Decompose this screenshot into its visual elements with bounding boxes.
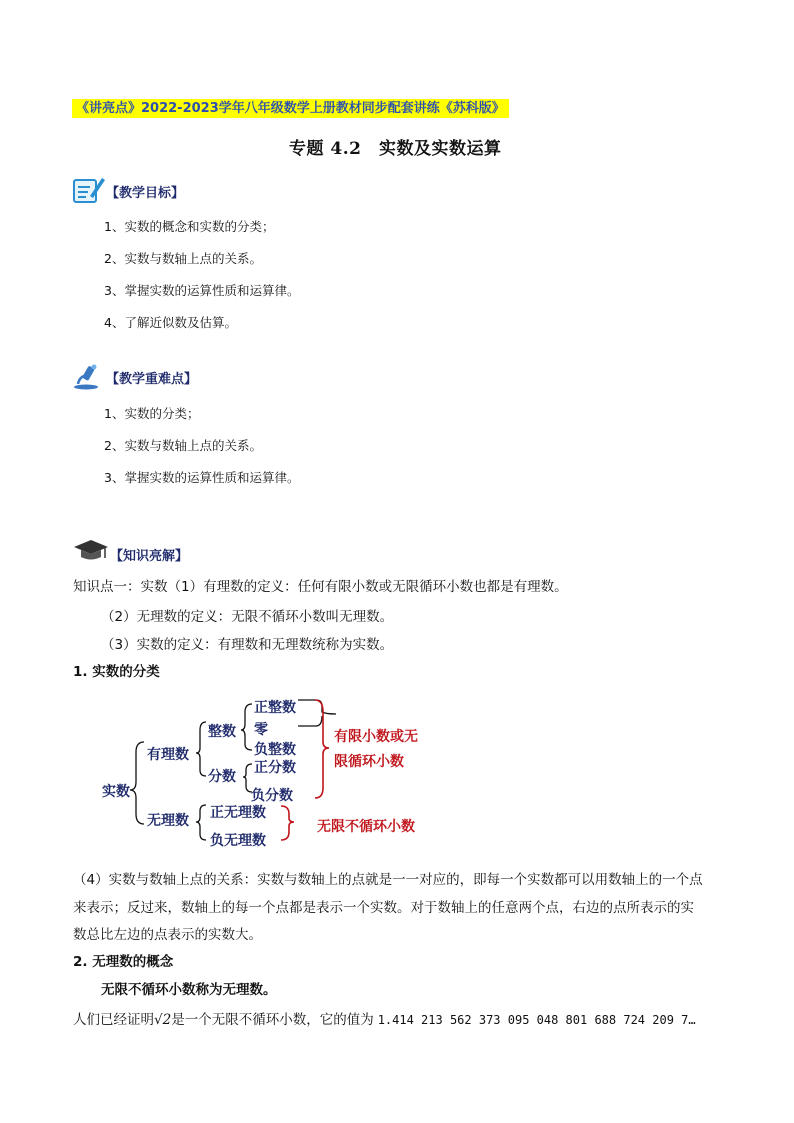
page-title: 专题 4.2 实数及实数运算 — [289, 139, 502, 159]
note-rational-line1: 有限小数或无 — [334, 729, 418, 745]
relation-line-2: 来表示；反过来，数轴上的每一个点都是表示一个实数。对于数轴上的任意两个点，右边的点所表示的实 — [73, 900, 694, 916]
note-irrational: 无限不循环小数 — [317, 819, 415, 835]
real-definition: （3）实数的定义：有理数和无理数统称为实数。 — [101, 637, 394, 653]
subsection-classification: 1. 实数的分类 — [73, 664, 160, 680]
tree-positive-integer: 正整数 — [254, 700, 296, 716]
irrational-definition: （2）无理数的定义：无限不循环小数叫无理数。 — [101, 609, 394, 625]
keypoint-item: 3、掌握实数的运算性质和运算律。 — [104, 470, 300, 485]
tree-rational: 有理数 — [147, 747, 189, 763]
goal-item: 2、实数与数轴上点的关系。 — [104, 251, 262, 266]
sqrt2-prefix: 人们已经证明 — [73, 1012, 154, 1028]
relation-line-1: （4）实数与数轴上点的关系：实数与数轴上的点就是一一对应的，即每一个实数都可以用数轴上的一个点 — [73, 872, 703, 888]
goal-item: 3、掌握实数的运算性质和运算律。 — [104, 283, 300, 298]
tree-integer: 整数 — [208, 724, 236, 740]
sqrt2-symbol: √2 — [154, 1012, 172, 1028]
keypoint-item: 1、实数的分类； — [104, 406, 200, 421]
sqrt2-sentence — [73, 1008, 696, 1028]
sqrt2-value: 1.414 213 562 373 095 048 801 688 724 209 7… — [377, 1013, 696, 1027]
tree-negative-fraction: 负分数 — [251, 788, 293, 804]
relation-line-3: 数总比左边的点表示的实数大。 — [73, 927, 262, 943]
goals-heading: 【教学目标】 — [106, 186, 185, 201]
subsection-irrational-concept: 2. 无理数的概念 — [73, 954, 174, 970]
note-rational-line2: 限循环小数 — [334, 754, 404, 770]
tree-negative-irrational: 负无理数 — [210, 833, 266, 849]
goal-item: 4、了解近似数及估算。 — [104, 315, 237, 330]
tree-positive-irrational: 正无理数 — [210, 805, 266, 821]
tree-root-real: 实数 — [102, 784, 130, 800]
tree-positive-fraction: 正分数 — [254, 760, 296, 776]
irrational-concept-definition: 无限不循环小数称为无理数。 — [101, 982, 277, 998]
tree-zero: 零 — [254, 722, 268, 738]
goal-item: 1、实数的概念和实数的分类； — [104, 219, 275, 234]
knowledge-heading: 【知识亮解】 — [110, 549, 189, 564]
sqrt2-suffix: 是一个无限不循环小数，它的值为 — [171, 1012, 374, 1028]
tree-irrational: 无理数 — [147, 813, 189, 829]
keypoints-heading: 【教学重难点】 — [106, 372, 198, 387]
knowledge-point-1: 知识点一：实数（1）有理数的定义：任何有限小数或无限循环小数也都是有理数。 — [73, 579, 568, 595]
series-header: 《讲亮点》2022-2023学年八年级数学上册教材同步配套讲练《苏科版》 — [72, 99, 509, 118]
tree-fraction: 分数 — [208, 769, 236, 785]
tree-negative-integer: 负整数 — [254, 742, 296, 758]
keypoint-item: 2、实数与数轴上点的关系。 — [104, 438, 262, 453]
